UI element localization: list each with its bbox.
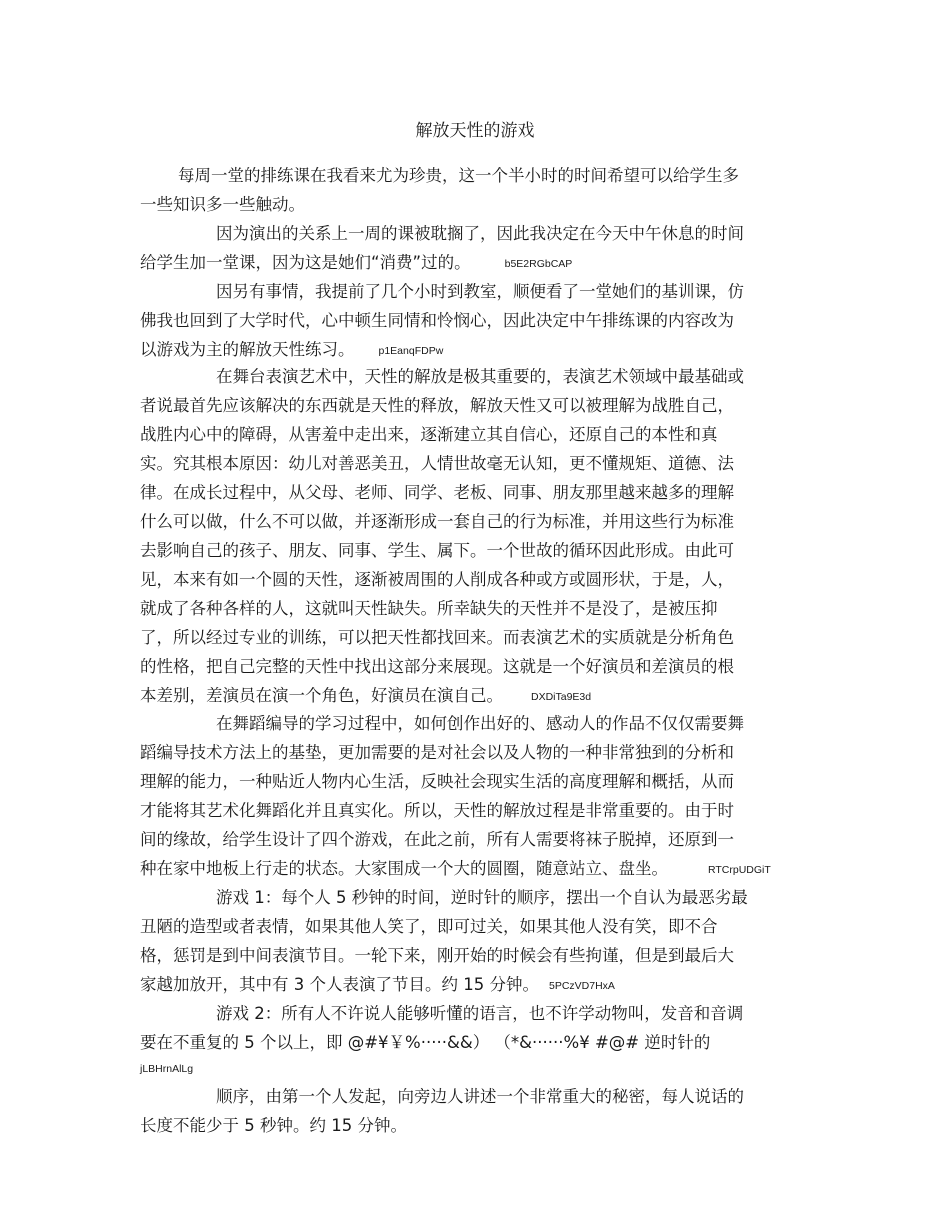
paragraph-line: 在舞蹈编导的学习过程中，如何创作出好的、感动人的作品不仅仅需要舞 bbox=[216, 714, 744, 733]
paragraph-line: 要在不重复的 5 个以上，即 @#¥￥%·····&&） （*&······%¥ #@# 逆时针的 bbox=[140, 1033, 711, 1052]
paragraph-line: 因为演出的关系上一周的课被耽搁了，因此我决定在今天中午休息的时间 bbox=[216, 224, 744, 243]
code-marker: b5E2RGbCAP bbox=[504, 258, 573, 270]
paragraph-line: 见，本来有如一个圆的天性，逐渐被周围的人削成各种或方或圆形状，于是，人， bbox=[140, 570, 734, 589]
paragraph-line: 去影响自己的孩子、朋友、同事、学生、属下。一个世故的循环因此形成。由此可 bbox=[140, 541, 734, 560]
paragraph-line: 者说最首先应该解决的东西就是天性的释放，解放天性又可以被理解为战胜自己， bbox=[140, 396, 734, 415]
paragraph-line: 格，惩罚是到中间表演节目。一轮下来，刚开始的时候会有些拘谨，但是到最后大 bbox=[140, 946, 734, 965]
paragraph-line: 什么可以做，什么不可以做，并逐渐形成一套自己的行为标准，并用这些行为标准 bbox=[140, 512, 734, 531]
paragraph-line: 长度不能少于 5 秒钟。约 15 分钟。 bbox=[140, 1116, 407, 1135]
paragraph-line: 战胜内心中的障碍，从害羞中走出来，逐渐建立其自信心，还原自己的本性和真 bbox=[140, 425, 718, 444]
paragraph-line: 顺序，由第一个人发起，向旁边人讲述一个非常重大的秘密，每人说话的 bbox=[216, 1087, 744, 1106]
paragraph-line: 以游戏为主的解放天性练习。 p1EanqFDPw bbox=[140, 340, 444, 359]
paragraph-line: 本差别，差演员在演一个角色，好演员在演自己。 DXDiTa9E3d bbox=[140, 686, 592, 705]
paragraph-line: 给学生加一堂课，因为这是她们“消费”过的。 b5E2RGbCAP bbox=[140, 253, 573, 272]
paragraph-line: 实。究其根本原因：幼儿对善恶美丑，人情世故毫无认知，更不懂规矩、道德、法 bbox=[140, 454, 734, 473]
document-title: 解放天性的游戏 bbox=[415, 121, 535, 141]
paragraph-line: 每周一堂的排练课在我看来尤为珍贵，这一个半小时的时间希望可以给学生多 bbox=[178, 166, 739, 185]
paragraph-line: 才能将其艺术化舞蹈化并且真实化。所以，天性的解放过程是非常重要的。由于时 bbox=[140, 801, 734, 820]
code-marker: RTCrpUDGiT bbox=[708, 864, 771, 876]
paragraph-line: 间的缘故，给学生设计了四个游戏，在此之前，所有人需要将袜子脱掉，还原到一 bbox=[140, 830, 734, 849]
paragraph-line: 在舞台表演艺术中，天性的解放是极其重要的，表演艺术领域中最基础或 bbox=[216, 367, 744, 386]
code-marker: p1EanqFDPw bbox=[378, 345, 444, 357]
paragraph-line: 家越加放开，其中有 3 个人表演了节目。约 15 分钟。 5PCzVD7HxA bbox=[140, 975, 615, 994]
paragraph-line: 游戏 2：所有人不许说人能够听懂的语言，也不许学动物叫，发音和音调 bbox=[216, 1004, 744, 1023]
paragraph-line: 了，所以经过专业的训练，可以把天性都找回来。而表演艺术的实质就是分析角色 bbox=[140, 628, 734, 647]
paragraph-line: 蹈编导技术方法上的基垫，更加需要的是对社会以及人物的一种非常独到的分析和 bbox=[140, 743, 734, 762]
paragraph-line: 种在家中地板上行走的状态。大家围成一个大的圆圈，随意站立、盘坐。 RTCrpUDGiT bbox=[140, 859, 771, 878]
paragraph-line: 丑陋的造型或者表情，如果其他人笑了，即可过关，如果其他人没有笑，即不合 bbox=[140, 917, 718, 936]
paragraph-line: 的性格，把自己完整的天性中找出这部分来展现。这就是一个好演员和差演员的根 bbox=[140, 657, 734, 676]
code-marker: DXDiTa9E3d bbox=[531, 691, 592, 703]
paragraph-line: 就成了各种各样的人，这就叫天性缺失。所幸缺失的天性并不是没了，是被压抑 bbox=[140, 599, 718, 618]
paragraph-line: 游戏 1：每个人 5 秒钟的时间，逆时针的顺序，摆出一个自认为最恶劣最 bbox=[216, 888, 748, 907]
paragraph-line: 佛我也回到了大学时代，心中顿生同情和怜悯心，因此决定中午排练课的内容改为 bbox=[140, 311, 734, 330]
paragraph-line: 理解的能力，一种贴近人物内心生活，反映社会现实生活的高度理解和概括，从而 bbox=[140, 772, 734, 791]
paragraph-line: 因另有事情，我提前了几个小时到教室，顺便看了一堂她们的基训课，仿 bbox=[216, 282, 744, 301]
paragraph-line: 律。在成长过程中，从父母、老师、同学、老板、同事、朋友那里越来越多的理解 bbox=[140, 483, 734, 502]
code-marker: 5PCzVD7HxA bbox=[548, 980, 615, 992]
code-marker: jLBHrnAlLg bbox=[140, 1063, 194, 1075]
paragraph-line: 一些知识多一些触动。 bbox=[140, 195, 305, 214]
